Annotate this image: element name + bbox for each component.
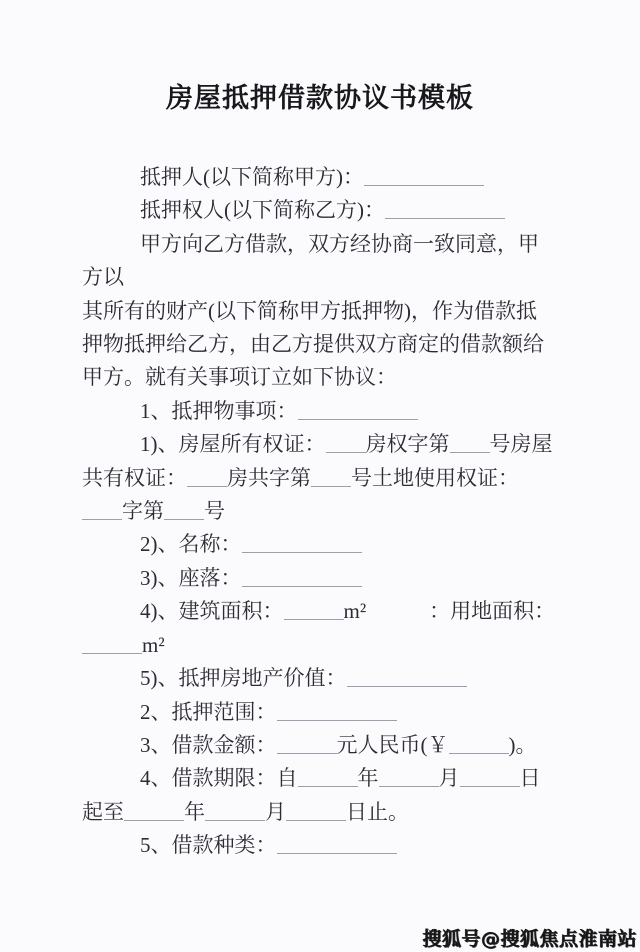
document-line: 2)、名称： bbox=[82, 528, 558, 561]
blank-field bbox=[82, 498, 122, 520]
document-line: 抵押权人(以下简称乙方)： bbox=[82, 194, 558, 227]
blank-field bbox=[364, 164, 484, 186]
blank-field bbox=[449, 732, 509, 754]
blank-field bbox=[460, 765, 520, 787]
document-line: 抵押人(以下简称甲方)： bbox=[82, 161, 558, 194]
document-line: 2、抵押范围： bbox=[82, 696, 558, 729]
document-page bbox=[0, 76, 640, 952]
blank-field bbox=[124, 799, 184, 821]
document-line: 5、借款种类： bbox=[82, 829, 558, 862]
blank-field bbox=[326, 431, 366, 453]
blank-field bbox=[379, 765, 439, 787]
blank-field bbox=[242, 565, 362, 587]
document-title: 房屋抵押借款协议书模板 bbox=[166, 83, 474, 114]
blank-field bbox=[82, 632, 142, 654]
document-line: 甲方。就有关事项订立如下协议： bbox=[82, 365, 397, 390]
document-line: 1、抵押物事项： bbox=[82, 395, 558, 428]
blank-field bbox=[298, 398, 418, 420]
blank-field bbox=[164, 498, 204, 520]
document-line: 字第 号 bbox=[82, 495, 558, 528]
blank-field bbox=[298, 765, 358, 787]
document-line: 4)、建筑面积： m² ：用地面积： bbox=[140, 599, 556, 624]
document-line: m² bbox=[82, 629, 558, 662]
document-line: 其所有的财产(以下简称甲方抵押物)，作为借款抵 bbox=[82, 298, 537, 323]
blank-field bbox=[205, 799, 265, 821]
blank-field bbox=[385, 197, 505, 219]
document-line: 1)、房屋所有权证： 房权字第 号房屋 bbox=[140, 432, 553, 457]
document-line: 共有权证： 房共字第 号土地使用权证： bbox=[82, 465, 519, 490]
blank-field bbox=[277, 832, 397, 854]
document-line: 3、借款金额： 元人民币(￥ )。 bbox=[140, 732, 537, 757]
document-line: 4、借款期限：自 年 月 日 bbox=[140, 766, 541, 791]
blank-field bbox=[187, 465, 227, 487]
watermark: 搜狐号@搜狐焦点淮南站 bbox=[422, 928, 637, 950]
blank-field bbox=[450, 431, 490, 453]
document-line: 3)、座落： bbox=[82, 562, 558, 595]
document-line: 甲方向乙方借款，双方经协商一致同意，甲方以 bbox=[82, 231, 539, 290]
document-line: 起至 年 月 日止。 bbox=[82, 799, 409, 824]
blank-field bbox=[311, 465, 351, 487]
document-body bbox=[82, 161, 558, 863]
blank-field bbox=[347, 665, 467, 687]
document-line: 5)、抵押房地产价值： bbox=[82, 662, 558, 695]
blank-field bbox=[277, 732, 337, 754]
blank-field bbox=[286, 799, 346, 821]
blank-field bbox=[284, 598, 344, 620]
blank-field bbox=[242, 531, 362, 553]
document-line: 押物抵押给乙方，由乙方提供双方商定的借款额给 bbox=[82, 332, 544, 357]
blank-field bbox=[277, 699, 397, 721]
